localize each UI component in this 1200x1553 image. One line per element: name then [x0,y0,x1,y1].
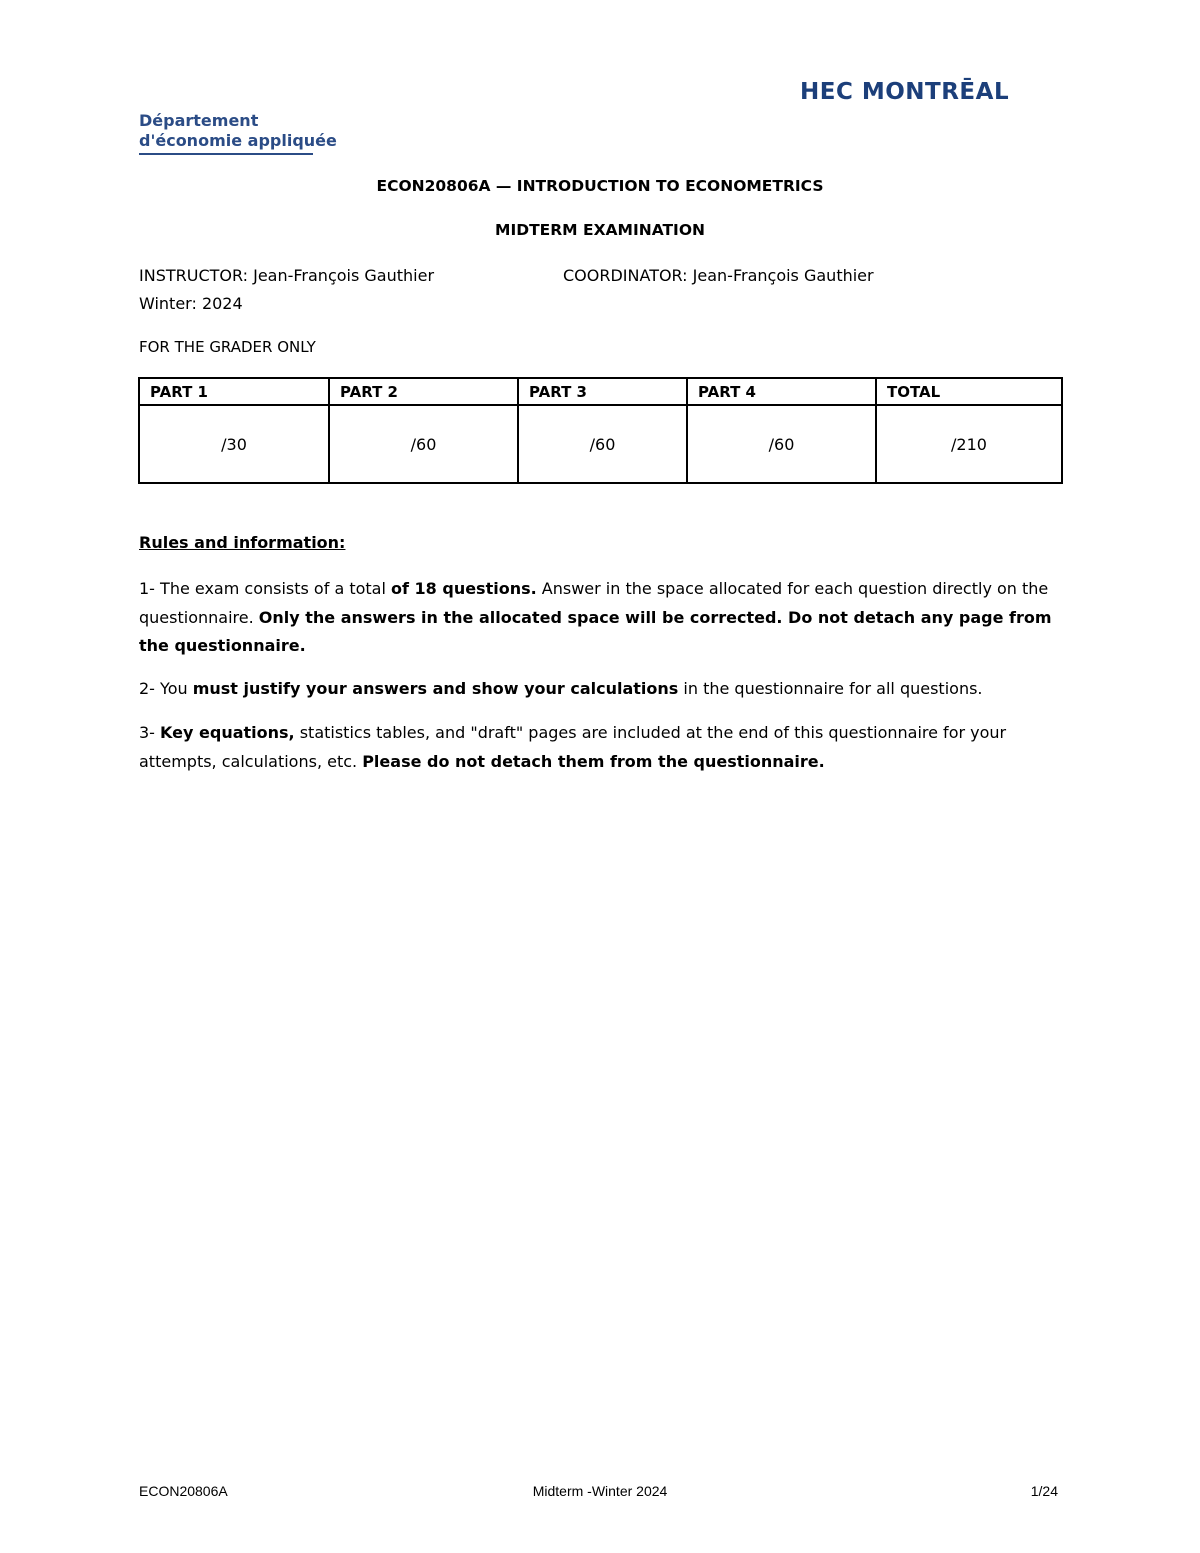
grading-col-part-2: PART 2 [329,378,518,405]
rule-1-bold-a: of 18 questions. [391,579,537,598]
rule-3 [139,719,1069,776]
grading-col-part-3: PART 3 [518,378,687,405]
rule-3-text-b: statistics tables, and "draft" pages are included at the end of this questionnaire for your attempts, calculations, etc. [139,723,1007,771]
score-part-1: /30 [139,405,329,483]
footer-page-number: 1/24 [1030,1483,1058,1499]
grading-col-total: TOTAL [876,378,1062,405]
rule-2-bold: must justify your answers and show your calculations [192,679,679,698]
rule-1-bold-b: Only the answers in the allocated space will be corrected. Do not detach any page from the questionnaire. [139,607,1052,655]
score-total: /210 [876,405,1062,483]
rule-3-bold-b: Please do not detach them from the questionnaire. [362,751,825,771]
coordinator-name: Jean-François Gauthier [692,266,874,285]
instructor-name: Jean-François Gauthier [253,266,435,285]
rule-1-text-b: Answer in the space allocated for each question directly on the questionnaire. [139,579,1049,627]
rule-2-text-b: in the questionnaire for all questions. [678,679,983,698]
course-title: ECON20806A — INTRODUCTION TO ECONOMETRICS [376,177,824,195]
exam-title: MIDTERM EXAMINATION [495,221,705,239]
score-part-4: /60 [687,405,876,483]
instructor-label: INSTRUCTOR: [139,266,248,285]
grading-table-header-row [139,378,1062,405]
department-logo-line2: d'économie appliquée [139,131,337,150]
grading-table [138,377,1063,484]
coordinator-label: COORDINATOR: [563,266,688,285]
footer-exam-name: Midterm -Winter 2024 [532,1483,668,1499]
department-logo-underline [139,153,313,155]
footer-course-code: ECON20806A [139,1483,228,1499]
coordinator-line [563,266,874,285]
score-part-3: /60 [518,405,687,483]
instructor-line [139,266,434,285]
grading-col-part-4: PART 4 [687,378,876,405]
grader-label: FOR THE GRADER ONLY [139,338,316,356]
rule-3-bold-a: Key equations, [160,723,295,742]
grading-col-part-1: PART 1 [139,378,329,405]
rule-1 [139,575,1069,661]
rules-heading: Rules and information: [139,533,346,552]
grading-table-score-row [139,405,1062,483]
rule-2 [139,675,1069,704]
term-line: Winter: 2024 [139,294,243,313]
rule-2-text-a: 2- You [139,679,193,698]
score-part-2: /60 [329,405,518,483]
department-logo-line1: Département [139,111,259,130]
rule-3-text-a: 3- [139,723,161,742]
department-logo [139,111,337,155]
hec-montreal-logo: HEC MONTRĒAL [800,79,1010,105]
rule-1-text-a: 1- The exam consists of a total [139,579,391,598]
